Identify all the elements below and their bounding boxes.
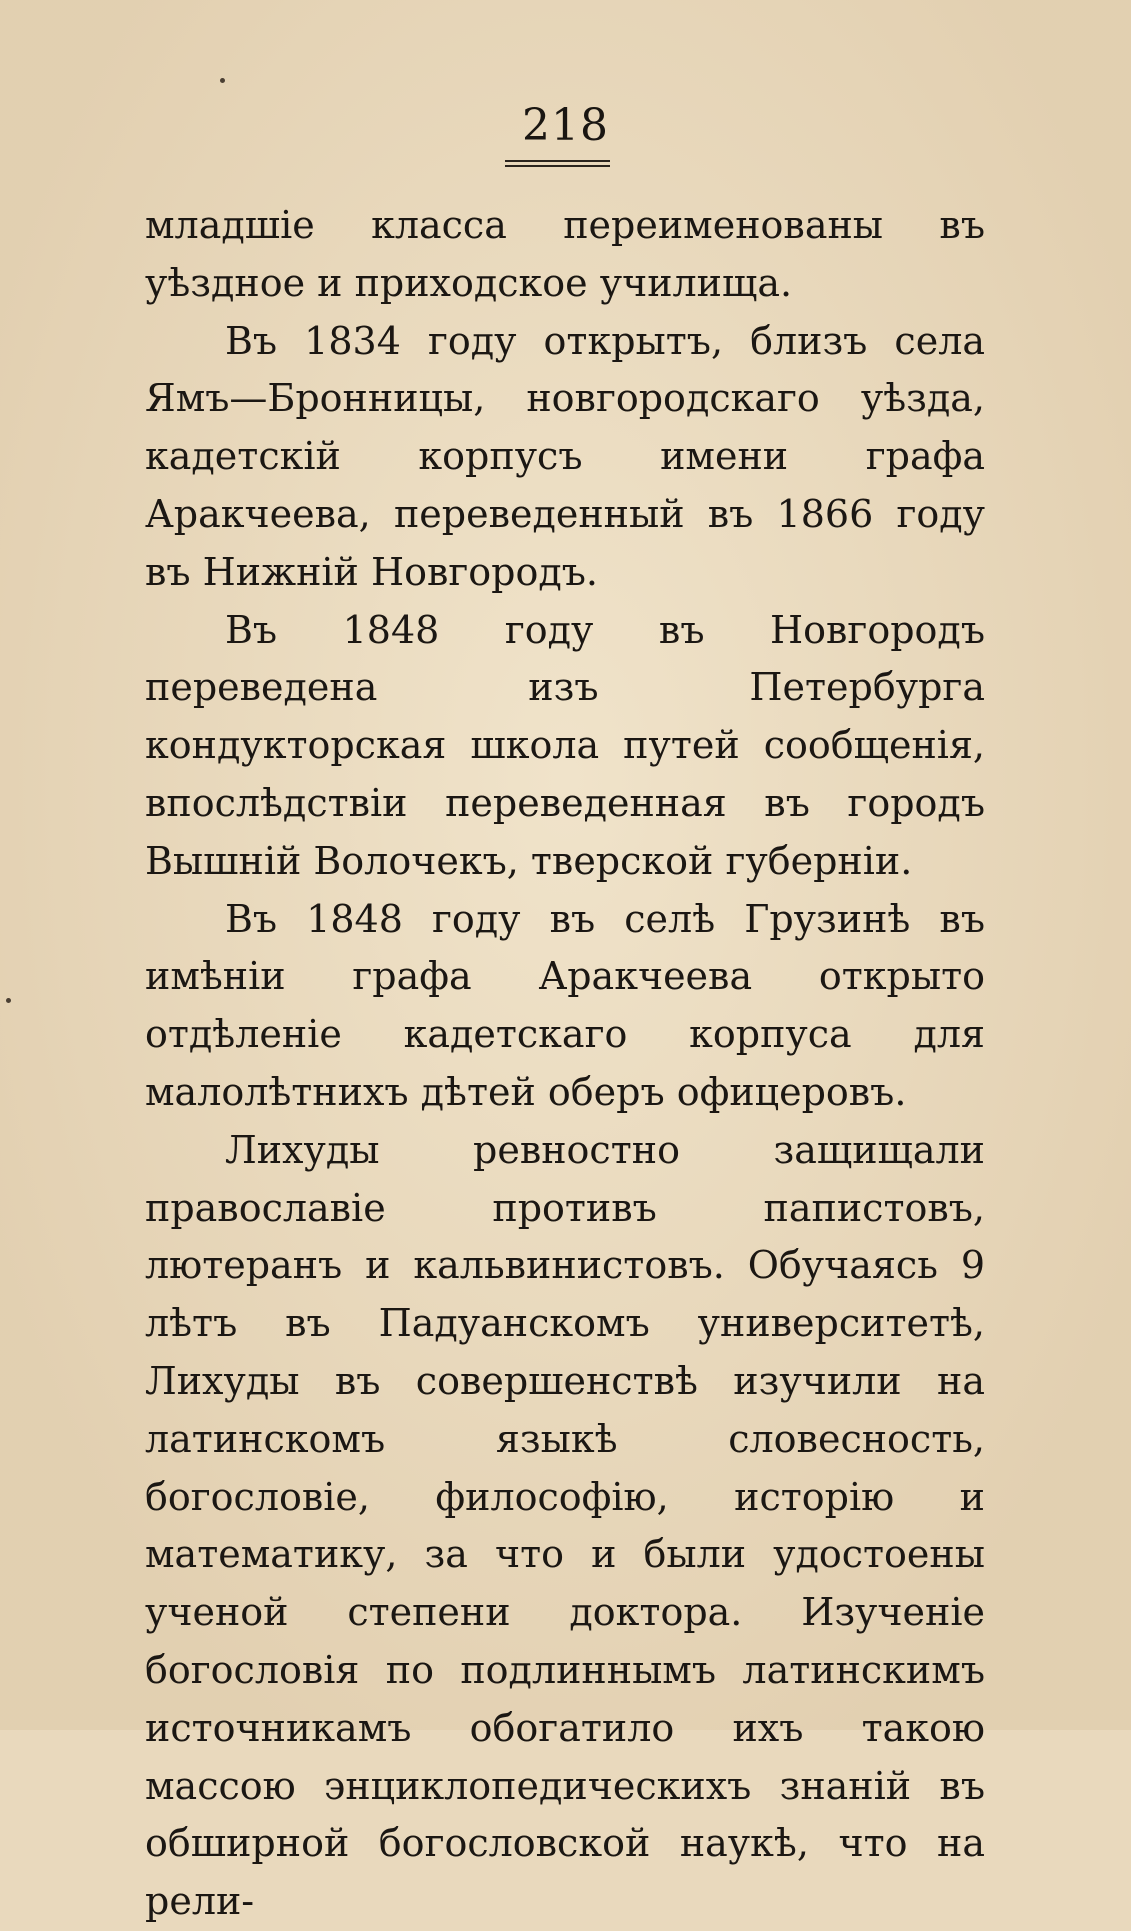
paper-speck	[220, 78, 225, 83]
paragraph-continuation: младшіе класса переименованы въ уѣздное и приходское училища.	[145, 203, 985, 305]
paragraph-1834-corps: Въ 1834 году открытъ, близъ села Ямъ—Бронницы, новгородскаго уѣзда, кадетскій корпусъ имени графа Аракчеева, переведенный въ 1866 году въ Нижній Новгородъ.	[145, 318, 985, 594]
paragraph-1848-conductor-school: Въ 1848 году въ Новгородъ переведена изъ Петербурга кондукторская школа путей сообщенія, впослѣдствіи переведенная въ городъ Вышній Волочекъ, тверской губерніи.	[145, 607, 985, 883]
page-number-rule-bottom	[505, 165, 610, 167]
page-number: 218	[522, 100, 609, 151]
paper-speck	[6, 998, 11, 1003]
paragraph-likhudy: Лихуды ревностно защищали православіе противъ папистовъ, лютеранъ и кальвинистовъ. Обучаясь 9 лѣтъ въ Падуанскомъ университетѣ, Лихуды въ совершенствѣ изучили на латинскомъ языкѣ словесность, богословіе, философію, исторію и математику, за что и были удостоены ученой степени доктора. Изученіе богословія по подлиннымъ латинскимъ источникамъ обогатило ихъ такою массою энциклопедическихъ знаній въ обширной богословской наукѣ, что на рели-	[145, 1127, 985, 1924]
paragraph-1848-gruzino: Въ 1848 году въ селѣ Грузинѣ въ имѣніи графа Аракчеева открыто отдѣленіе кадетскаго корпуса для малолѣтнихъ дѣтей оберъ офицеровъ.	[145, 896, 985, 1114]
body-text	[145, 197, 985, 1931]
page-number-rule-top	[505, 160, 610, 162]
